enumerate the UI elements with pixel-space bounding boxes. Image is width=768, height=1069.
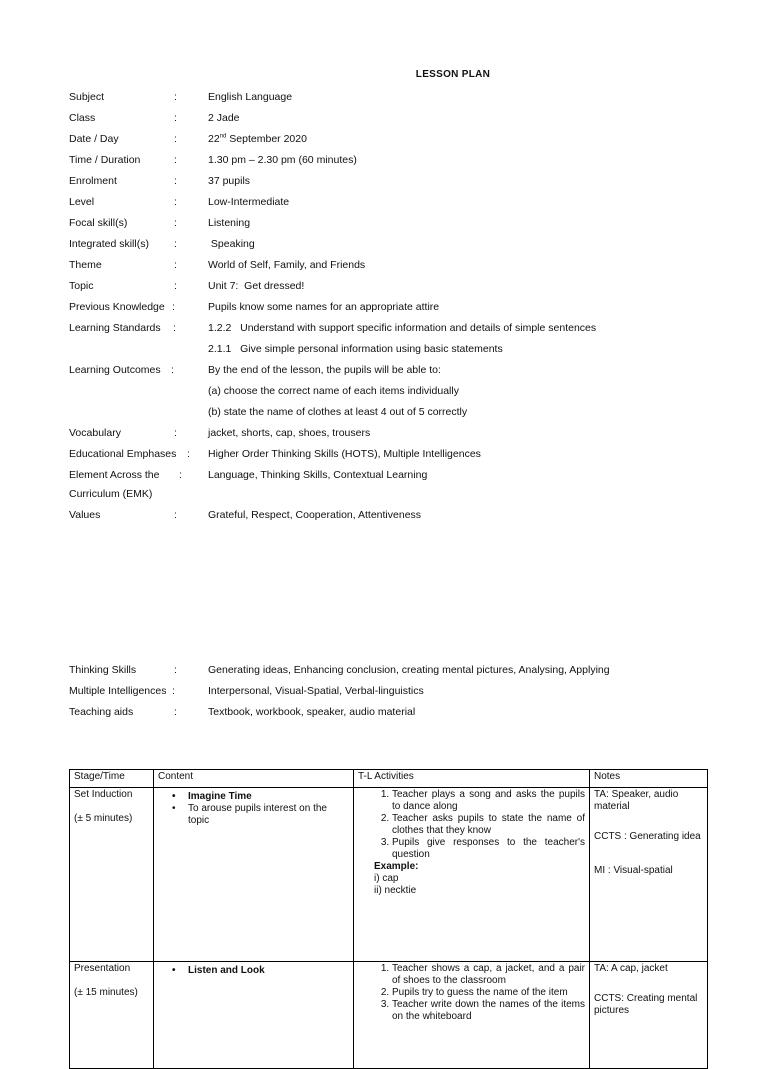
info-value [208,132,307,146]
info-value: World of Self, Family, and Friends [208,259,366,271]
info-label: Time / Duration [69,154,141,166]
header-content: Content [154,770,354,788]
info-colon: : [174,664,177,676]
note-item: TA: Speaker, audio material [594,789,679,812]
info-colon: : [174,217,177,229]
stage-cell [70,788,154,962]
info-value: 1.2.2 Understand with support specific information and details of simple sentences [208,322,597,334]
info-label: Learning Standards [69,322,161,334]
stage-name: Presentation [74,963,131,974]
info-colon: : [174,706,177,718]
info-value: Textbook, workbook, speaker, audio material [208,706,416,718]
info-label: Previous Knowledge [69,301,165,313]
info-colon: : [173,322,176,334]
info-colon: : [171,364,174,376]
info-colon: : [187,448,190,460]
stage-time: (± 5 minutes) [74,813,133,824]
info-colon: : [174,175,177,187]
note-item: CCTS : Generating idea [594,831,701,842]
info-colon: : [174,427,177,439]
info-label: Element Across the [69,469,160,481]
info-colon: : [179,469,182,481]
info-label: Subject [69,91,105,103]
info-value: Higher Order Thinking Skills (HOTS), Multiple Intelligences [208,448,481,460]
activity-item: 2. Pupils try to guess the name of the item [392,987,585,999]
example-item: i) cap [374,873,399,884]
table-row-presentation [70,962,708,1069]
header-stage: Stage/Time [70,770,154,788]
info-value: Listening [208,217,251,229]
date-month-year: September 2020 [226,133,307,145]
activity-item: 1. Teacher shows a cap, a jacket, and a pair of shoes to the classroom [392,963,585,987]
page-title: LESSON PLAN [415,69,491,80]
info-label: Values [69,509,101,521]
example-item: ii) necktie [374,885,417,896]
info-label: Topic [69,280,94,292]
info-value: 2 Jade [208,112,240,124]
info-colon: : [174,112,177,124]
date-suffix: nd [219,133,227,140]
info-value: Language, Thinking Skills, Contextual Learning [208,469,428,481]
stage-name: Set Induction [74,789,133,800]
info-label: Educational Emphases [69,448,177,460]
activity-item: 2. Teacher asks pupils to state the name of clothes that they know [392,813,585,837]
info-label: Curriculum (EMK) [69,488,153,500]
stage-cell [70,962,154,1069]
info-value: (a) choose the correct name of each items individually [208,385,459,397]
lesson-table [69,769,708,1069]
info-value: Interpersonal, Visual-Spatial, Verbal-linguistics [208,685,424,697]
content-item: • Imagine Time [188,791,349,803]
note-item: CCTS: Creating mental pictures [594,993,698,1016]
info-colon: : [174,259,177,271]
info-value: English Language [208,91,293,103]
info-label: Integrated skill(s) [69,238,149,250]
info-colon: : [172,301,175,313]
info-label: Focal skill(s) [69,217,128,229]
info-value: Speaking [208,238,255,250]
info-value: 1.30 pm – 2.30 pm (60 minutes) [208,154,357,166]
info-colon: : [174,280,177,292]
info-value: Grateful, Respect, Cooperation, Attentiveness [208,509,422,521]
info-label: Multiple Intelligences [69,685,167,697]
info-value: (b) state the name of clothes at least 4 out of 5 correctly [208,406,468,418]
info-label: Class [69,112,96,124]
content-cell [154,962,354,1069]
content-item: • Listen and Look [188,965,349,977]
stage-time: (± 15 minutes) [74,987,138,998]
note-item: MI : Visual-spatial [594,865,673,876]
info-value: Unit 7: Get dressed! [208,280,305,292]
note-item: TA: A cap, jacket [594,963,668,974]
info-colon: : [174,133,177,145]
example-label: Example: [374,861,419,872]
info-colon: : [174,154,177,166]
notes-cell [590,788,708,962]
info-label: Vocabulary [69,427,121,439]
info-colon: : [174,196,177,208]
header-activities: T-L Activities [354,770,590,788]
activity-item: 1. Teacher plays a song and asks the pupils to dance along [392,789,585,813]
info-label: Learning Outcomes [69,364,161,376]
date-day: 22 [208,133,220,145]
activities-cell [354,962,590,1069]
info-label: Date / Day [69,133,119,145]
activities-cell [354,788,590,962]
info-value: By the end of the lesson, the pupils will be able to: [208,364,441,376]
info-label: Thinking Skills [69,664,137,676]
info-label: Teaching aids [69,706,134,718]
info-colon: : [174,91,177,103]
table-header-row [70,770,708,788]
info-label: Theme [69,259,102,271]
content-cell [154,788,354,962]
info-label: Enrolment [69,175,117,187]
info-value: jacket, shorts, cap, shoes, trousers [208,427,371,439]
table-row-set-induction [70,788,708,962]
info-value: Low-Intermediate [208,196,290,208]
activity-item: 3. Pupils give responses to the teacher's question [392,837,585,861]
info-value: Pupils know some names for an appropriate attire [208,301,440,313]
content-item: • To arouse pupils interest on the topic [188,803,349,827]
info-colon: : [172,685,175,697]
info-colon: : [174,509,177,521]
info-value: 2.1.1 Give simple personal information using basic statements [208,343,503,355]
info-value: 37 pupils [208,175,251,187]
activity-item: 3. Teacher write down the names of the items on the whiteboard [392,999,585,1023]
header-notes: Notes [590,770,708,788]
info-label: Level [69,196,95,208]
info-value: Generating ideas, Enhancing conclusion, creating mental pictures, Analysing, Applying [208,664,610,676]
notes-cell [590,962,708,1069]
info-colon: : [174,238,177,250]
